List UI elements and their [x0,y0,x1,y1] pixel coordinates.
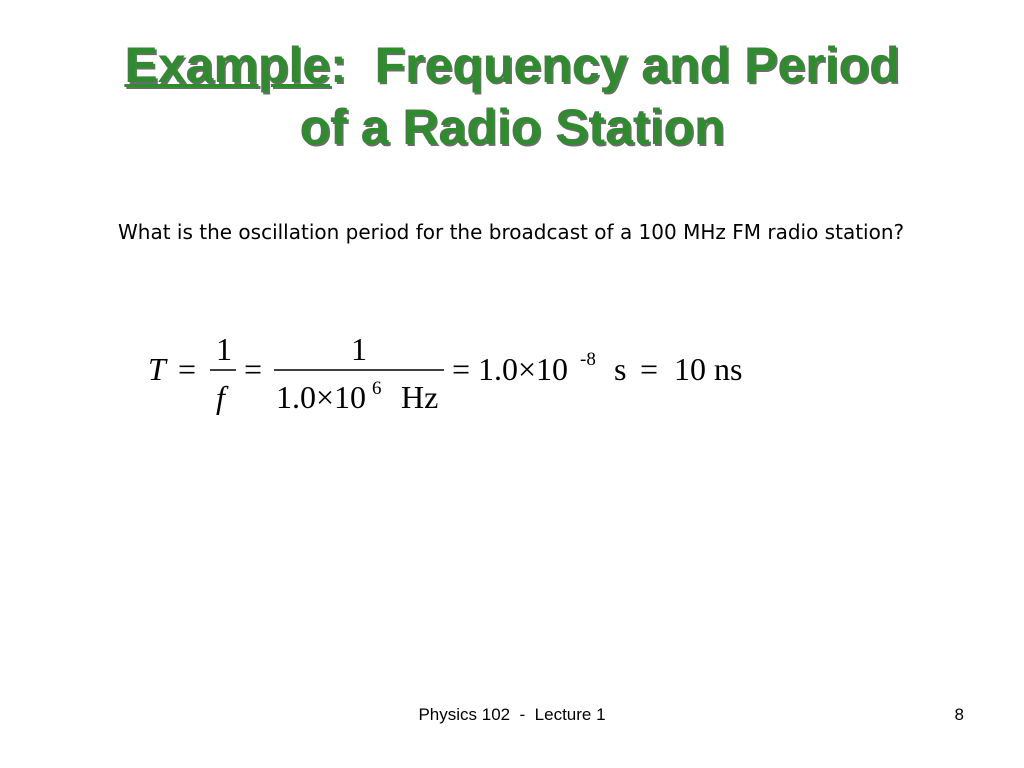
eq-frac1-numerator: 1 [216,331,232,367]
title-line-1 [40,34,984,96]
title-line-2: of a Radio Station [299,99,725,155]
title-line-1-rest: : Frequency and Period [330,37,900,93]
eq-T: T [148,351,166,387]
eq-frac1-denominator: f [216,379,225,415]
footer-lecture: Physics 102 - Lecture 1 [418,705,606,724]
eq-result-exponent: -8 [580,349,596,370]
eq-result-mantissa: 1.0×10 [478,351,569,387]
eq-equals-1: = [178,351,197,387]
eq-final-value: 10 ns [674,351,743,387]
question-text: What is the oscillation period for the broadcast of a 100 MHz FM radio station? [118,220,905,244]
period-equation [140,330,900,440]
eq-frac2-denominator-exponent: 6 [372,378,382,399]
eq-equals-2: = [244,351,263,387]
eq-equals-3: = [452,351,471,387]
eq-frac2-denominator-unit: Hz [401,379,439,415]
eq-frac2-numerator: 1 [351,331,367,367]
slide-title [40,34,984,158]
eq-equals-4: = [640,351,659,387]
footer-page-number: 8 [954,705,964,724]
eq-result-unit: s [614,351,627,387]
title-example-word: Example [124,37,331,93]
eq-frac2-denominator-mantissa: 1.0×10 [276,379,367,415]
